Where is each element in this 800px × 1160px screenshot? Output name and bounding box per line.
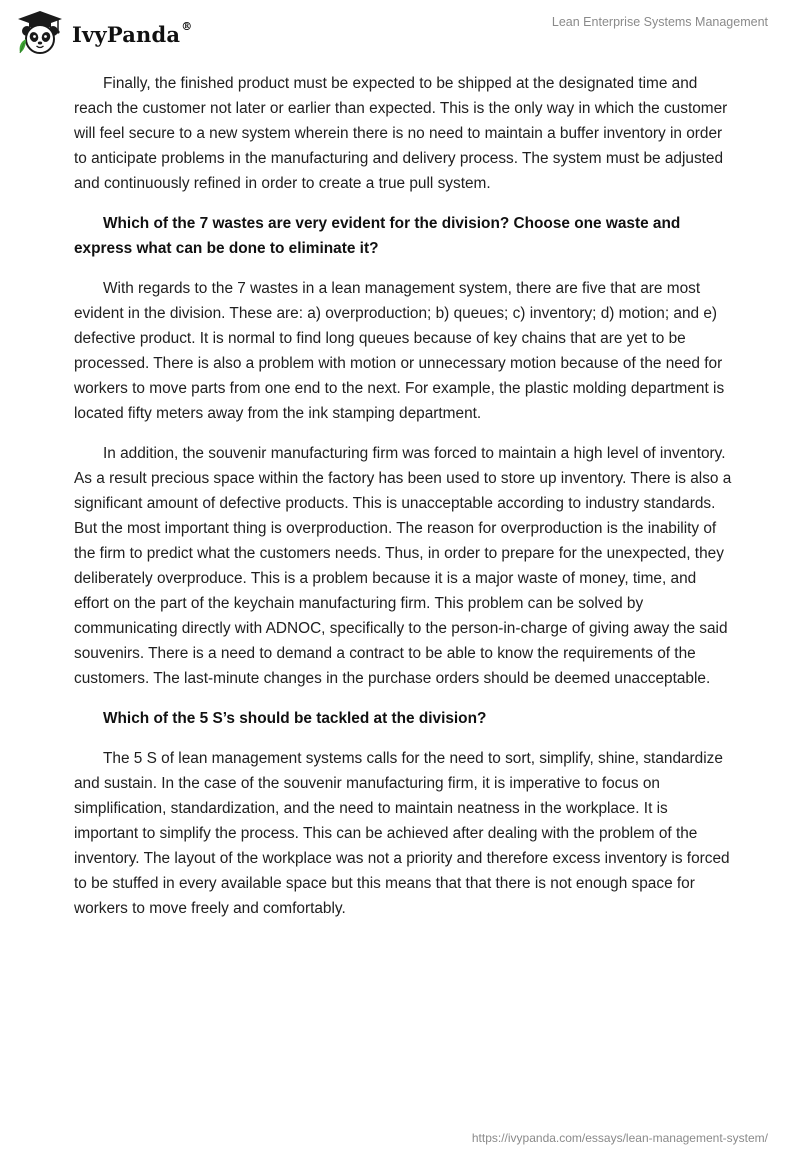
brand-name <box>72 19 193 47</box>
paragraph: The 5 S of lean management systems calls for the need to sort, simplify, shine, standardize and sustain. In the case of the souvenir manufacturing firm, it is imperative to focus on simplification, standardization, and the need to maintain neatness in the workplace. It is important to simplify the process. This can be achieved after dealing with the problem of the inventory. The layout of the workplace was not a priority and therefore excess inventory is forced to be stuffed in every available space but this means that that there is not enough space for workers to move freely and comfortably. <box>74 750 730 917</box>
question-heading: Which of the 5 S’s should be tackled at the division? <box>103 710 487 727</box>
panda-graduate-icon <box>14 9 66 57</box>
running-title: Lean Enterprise Systems Management <box>551 15 768 29</box>
essay-content <box>74 71 734 936</box>
paragraph: With regards to the 7 wastes in a lean management system, there are five that are most evident in the division. These are: a) overproduction; b) queues; c) inventory; d) motion; and e) defective product. It is normal to find long queues because of key chains that are yet to be processed. There is also a problem with motion or unnecessary motion because of the need for workers to move parts from one end to the next. For example, the plastic molding department is located fifty meters away from the ink stamping department. <box>74 280 725 422</box>
question-heading: Which of the 7 wastes are very evident for the division? Choose one waste and express what can be done to eliminate it? <box>74 215 681 257</box>
source-url[interactable]: https://ivypanda.com/essays/lean-management-system/ <box>471 1131 768 1145</box>
paragraph: In addition, the souvenir manufacturing firm was forced to maintain a high level of inventory. As a result precious space within the factory has been used to store up inventory. There is also a significant amount of defective products. This is unacceptable according to industry standards. But the most important thing is overproduction. The reason for overproduction is the inability of the firm to predict what the customers needs. Thus, in order to prepare for the unexpected, they deliberately overproduce. This is a problem because it is a major waste of money, time, and effort on the part of the keychain manufacturing firm. This problem can be solved by communicating directly with ADNOC, specifically to the person-in-charge of giving away the said souvenirs. There is a need to demand a contract to be able to know the requirements of the customers. The last-minute changes in the purchase orders should be deemed unacceptable. <box>74 445 732 687</box>
ivypanda-logo[interactable] <box>14 8 192 58</box>
brand-name-text: IvyPanda <box>72 21 181 47</box>
paragraph: Finally, the finished product must be expected to be shipped at the designated time and reach the customer not later or earlier than expected. This is the only way in which the customer will feel secure to a new system wherein there is no need to maintain a buffer inventory in order to anticipate problems in the manufacturing and delivery process. The system must be adjusted and continuously refined in order to create a true pull system. <box>74 75 728 192</box>
registered-mark: ® <box>181 19 193 33</box>
page-header <box>0 0 800 66</box>
